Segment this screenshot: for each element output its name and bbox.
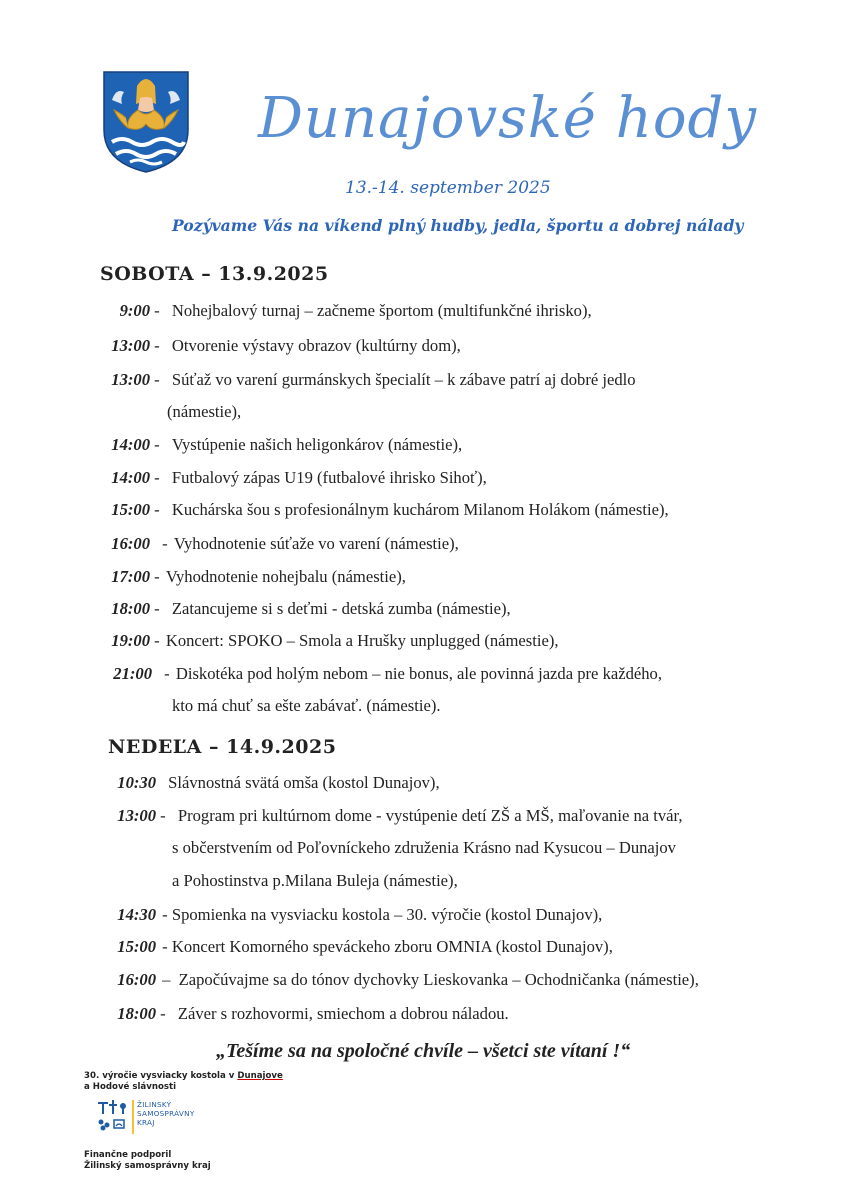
footer-line1-place: Dunajove: [237, 1071, 283, 1081]
item-time: 13:00: [117, 806, 156, 825]
item-separator: -: [154, 370, 160, 389]
zsk-logo-line1: ŽILINSKÝ: [137, 1100, 172, 1109]
item-time: 14:30: [117, 905, 156, 924]
schedule-item: [100, 599, 511, 619]
schedule-item: [108, 773, 440, 793]
item-separator: -: [160, 1004, 166, 1023]
item-text: Futbalový zápas U19 (futbalové ihrisko Sihoť),: [171, 468, 487, 487]
item-separator: -: [154, 336, 160, 355]
zsk-logo-line2: SAMOSPRÁVNY: [137, 1109, 195, 1118]
item-time: 18:00: [117, 1004, 156, 1023]
schedule-item: [108, 970, 699, 990]
item-separator: -: [154, 599, 160, 618]
schedule-item: [100, 631, 559, 651]
item-text: Vyhodnotenie súťaže vo varení (námestie),: [173, 534, 459, 553]
item-text: Vystúpenie našich heligonkárov (námestie),: [171, 435, 463, 454]
item-time: 13:00: [111, 370, 150, 389]
item-time: 15:00: [117, 937, 156, 956]
item-separator: -: [160, 806, 166, 825]
item-text: Spomienka na vysviacku kostola – 30. výročie (kostol Dunajov),: [171, 905, 603, 924]
item-text-continued: s občerstvením od Poľovníckeho združenia Krásno nad Kysucou – Dunajov: [172, 838, 676, 857]
item-separator: -: [162, 937, 168, 956]
item-time: 16:00: [117, 970, 156, 989]
footer-support-line2: Žilinský samosprávny kraj: [84, 1161, 211, 1171]
saturday-heading: SOBOTA – 13.9.2025: [100, 263, 329, 285]
footer-support-note: [84, 1150, 211, 1172]
schedule-item: [100, 567, 406, 587]
item-text: Zatancujeme si s deťmi - detská zumba (námestie),: [171, 599, 511, 618]
item-text-continued: kto má chuť sa ešte zabávať. (námestie).: [172, 696, 441, 715]
item-separator: -: [162, 534, 168, 553]
coat-of-arms-image: [100, 70, 192, 174]
schedule-item: [100, 435, 462, 455]
schedule-item: [100, 664, 662, 684]
schedule-item: [108, 806, 683, 826]
item-separator: –: [162, 970, 171, 989]
item-time: 14:00: [111, 435, 150, 454]
schedule-item: [100, 500, 669, 520]
invitation-text: Pozývame Vás na víkend plný hudby, jedla, športu a dobrej nálady: [172, 216, 744, 235]
schedule-item: [108, 905, 602, 925]
schedule-item: [108, 937, 613, 957]
item-time: 14:00: [111, 468, 150, 487]
item-time: 13:00: [111, 336, 150, 355]
item-text: Diskotéka pod holým nebom – nie bonus, ale povinná jazda pre každého,: [175, 664, 663, 683]
page-title: Dunajovské hody: [258, 86, 758, 151]
item-text: Program pri kultúrnom dome - vystúpenie detí ZŠ a MŠ, maľovanie na tvár,: [177, 806, 683, 825]
sunday-heading: NEDEĽA – 14.9.2025: [108, 736, 337, 758]
footer-line1-text: 30. výročie vysviacky kostola v: [84, 1071, 238, 1081]
item-separator: -: [162, 905, 168, 924]
item-time: 18:00: [111, 599, 150, 618]
item-separator: -: [154, 500, 160, 519]
item-text: Slávnostná svätá omša (kostol Dunajov),: [168, 773, 440, 792]
item-text: Koncert: SPOKO – Smola a Hrušky unplugged (námestie),: [165, 631, 559, 650]
item-time: 10:30: [117, 773, 156, 792]
item-separator: -: [154, 468, 160, 487]
item-separator: -: [154, 567, 160, 586]
schedule-item: [100, 534, 459, 554]
item-text: Kuchárska šou s profesionálnym kuchárom Milanom Holákom (námestie),: [171, 500, 669, 519]
schedule-item: [100, 370, 636, 390]
item-time: 16:00: [111, 534, 150, 553]
event-date: 13.-14. september 2025: [345, 178, 551, 198]
schedule-item: [100, 468, 487, 488]
item-separator: -: [154, 301, 160, 320]
item-text: Nohejbalový turnaj – začneme športom (multifunkčné ihrisko),: [171, 301, 592, 320]
schedule-item: [108, 1004, 509, 1024]
item-time: 17:00: [111, 567, 150, 586]
item-time: 15:00: [111, 500, 150, 519]
item-text-continued: a Pohostinstva p.Milana Buleja (námestie),: [172, 871, 458, 890]
schedule-item: [100, 336, 461, 356]
item-separator: -: [154, 435, 160, 454]
closing-slogan: „Tešíme sa na spoločné chvíle – všetci ste vítaní !“: [216, 1040, 631, 1062]
item-text: Vyhodnotenie nohejbalu (námestie),: [165, 567, 406, 586]
item-text: Súťaž vo varení gurmánskych špecialít – k zábave patrí aj dobré jedlo: [171, 370, 636, 389]
item-separator: -: [154, 631, 160, 650]
footer-support-line1: Finančne podporil: [84, 1150, 172, 1160]
item-text-continued: (námestie),: [167, 402, 242, 421]
item-time: 9:00: [119, 301, 150, 320]
zsk-logo-text: [137, 1100, 195, 1127]
item-text: Otvorenie výstavy obrazov (kultúrny dom),: [171, 336, 461, 355]
footer-line2-text: a Hodové slávnosti: [84, 1082, 177, 1092]
schedule-item: [108, 301, 592, 321]
footer-event-note: [84, 1071, 283, 1093]
item-text: Započúvajme sa do tónov dychovky Lieskovanka – Ochodničanka (námestie),: [178, 970, 699, 989]
item-time: 21:00: [113, 664, 152, 683]
item-time: 19:00: [111, 631, 150, 650]
item-text: Koncert Komorného speváckeho zboru OMNIA (kostol Dunajov),: [171, 937, 613, 956]
zsk-logo-line3: KRAJ: [137, 1118, 155, 1127]
item-text: Záver s rozhovormi, smiechom a dobrou náladou.: [177, 1004, 509, 1023]
item-separator: -: [164, 664, 170, 683]
